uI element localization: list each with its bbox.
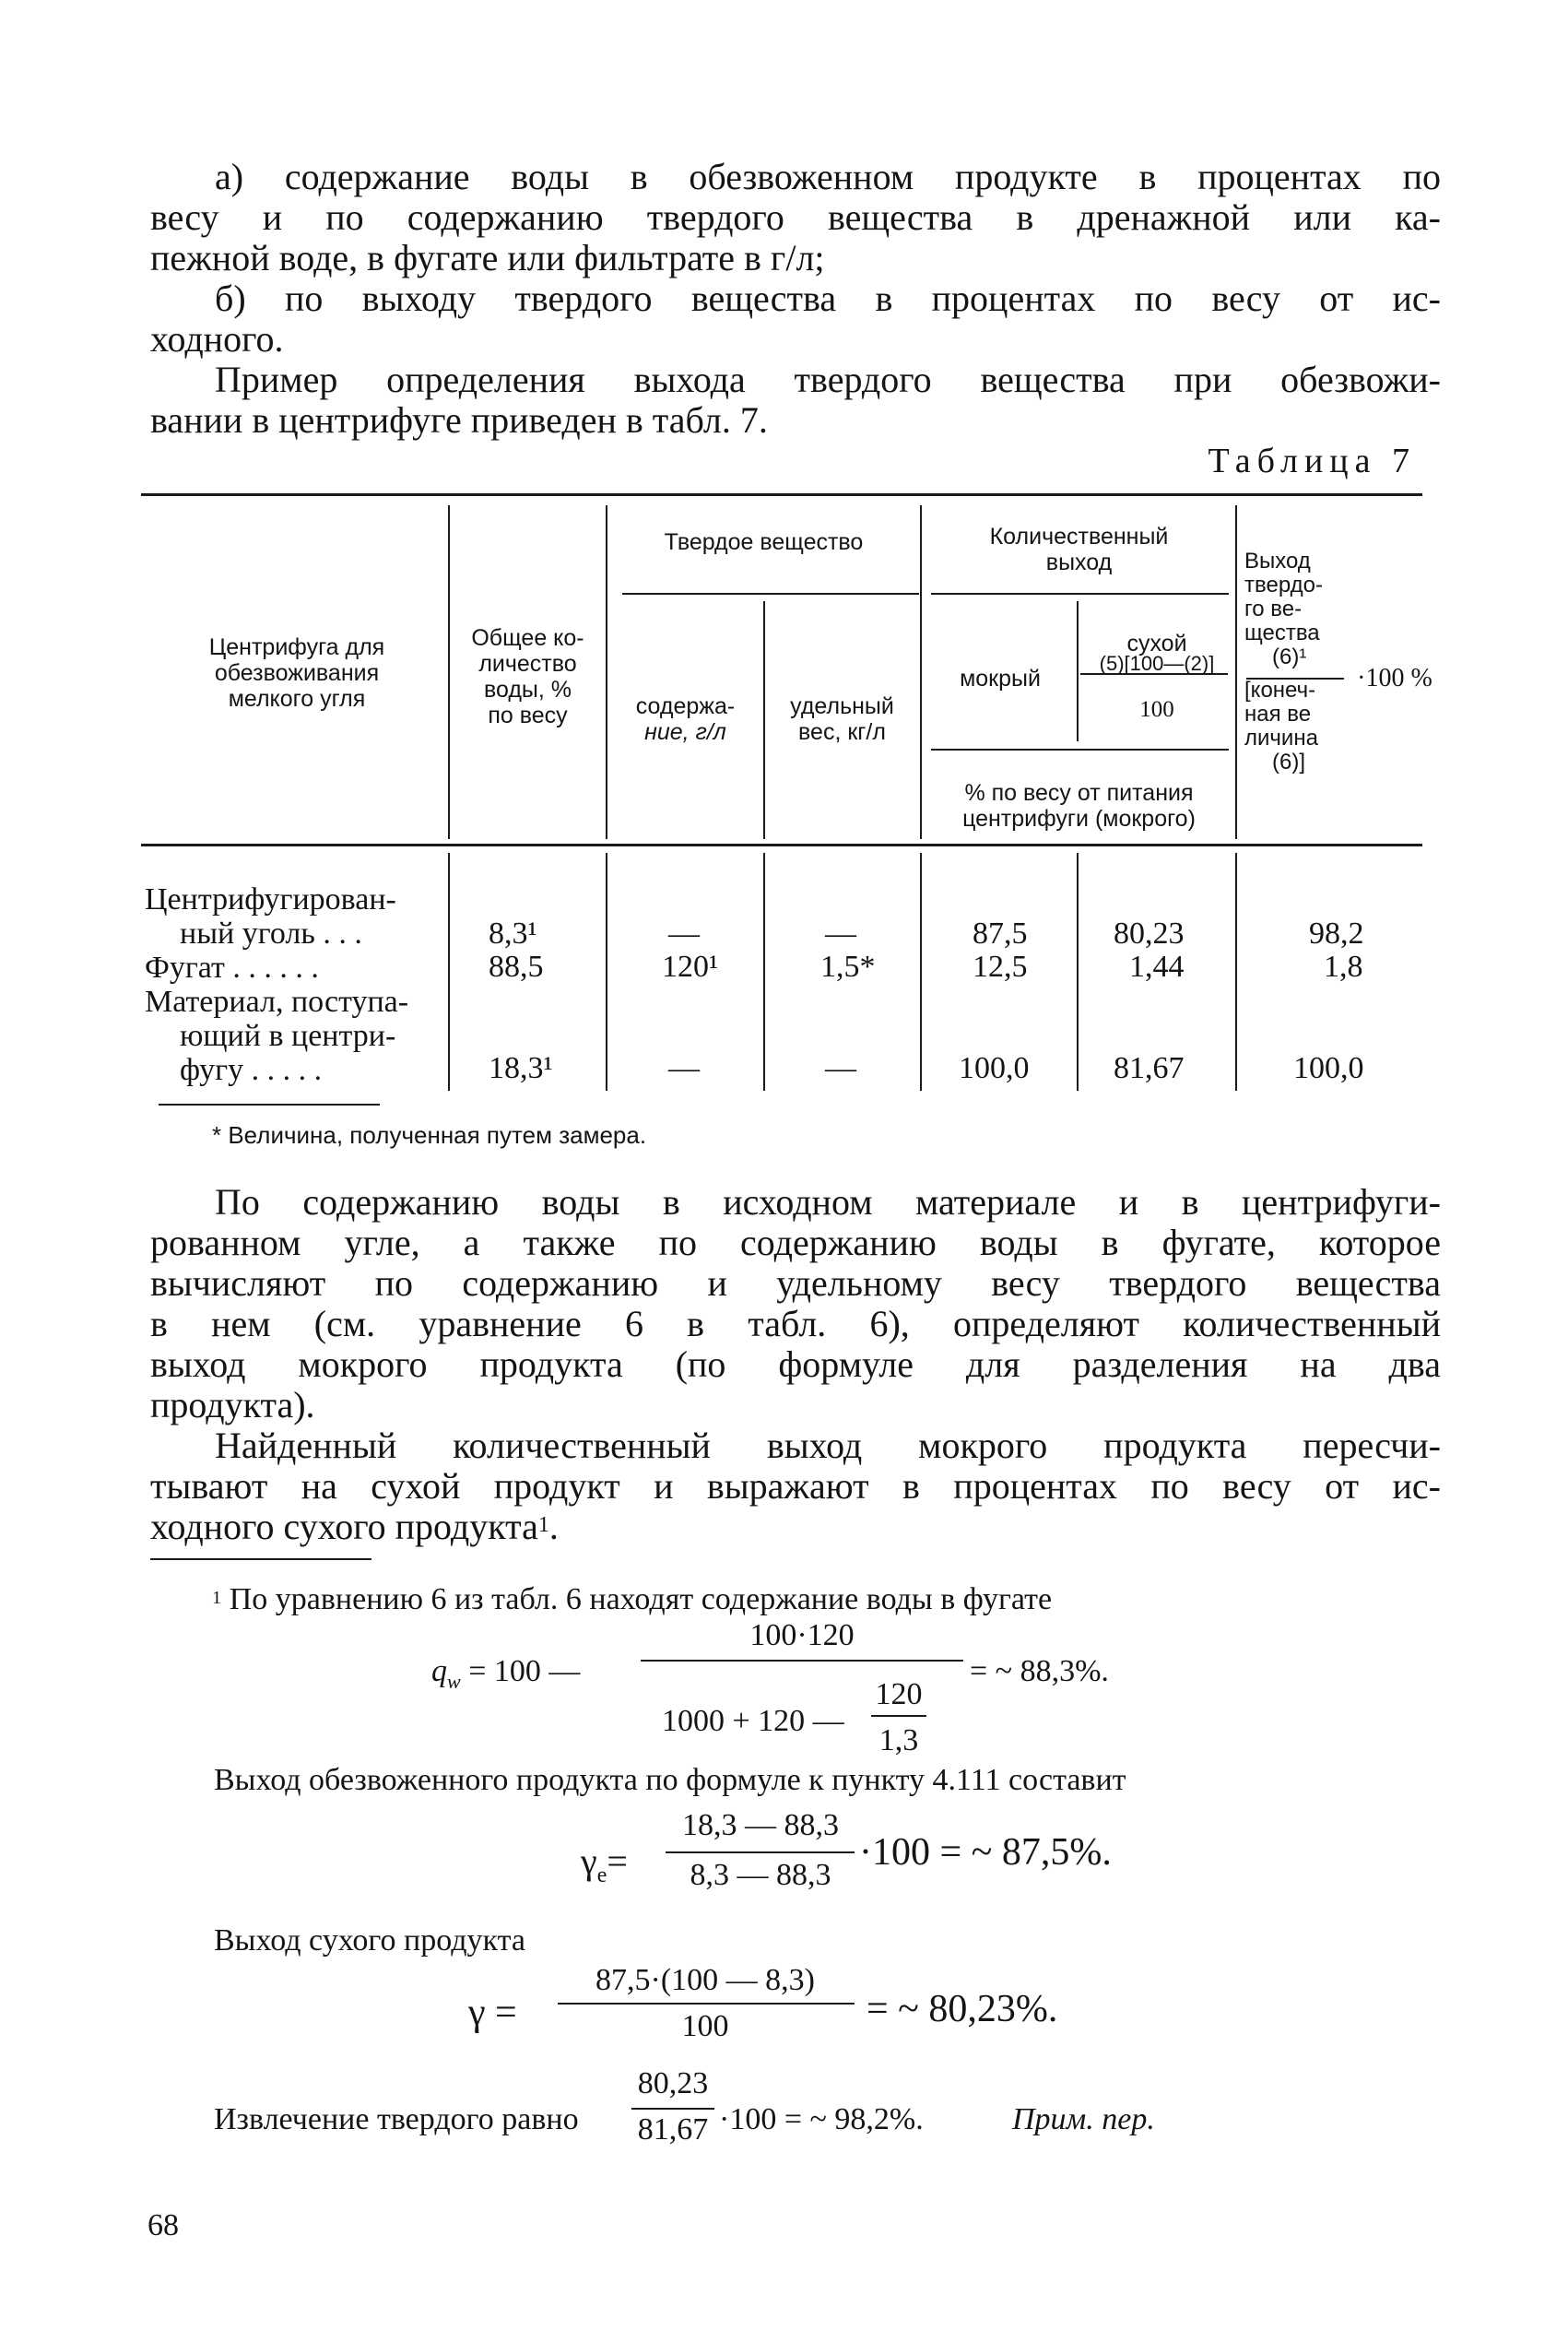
ye-result: ·100 = ~ 87,5%. xyxy=(859,1831,1112,1874)
col-divider xyxy=(763,853,765,1091)
cell-density: — xyxy=(825,917,856,951)
qw-result: = ~ 88,3%. xyxy=(970,1654,1109,1688)
col-divider xyxy=(1235,505,1237,839)
qw-letter: q xyxy=(431,1654,447,1688)
text-line: рованном угле, а также по содержанию воды в фугате, которое xyxy=(150,1222,1441,1263)
paragraph-yield xyxy=(150,1425,1441,1547)
col-divider xyxy=(920,505,922,839)
qw-inner-numerator: 120 xyxy=(875,1677,923,1711)
ye-denominator: 8,3 — 88,3 xyxy=(690,1858,831,1892)
gamma-numerator: 87,5·(100 — 8,3) xyxy=(595,1963,815,1997)
header-line: Количественный xyxy=(989,524,1169,550)
cell-water: 8,3¹ xyxy=(489,917,537,951)
footnote-separator xyxy=(150,1558,371,1560)
header-line: % по весу от питания xyxy=(964,780,1194,806)
header-line: личество xyxy=(478,651,577,677)
header-solid: Твердое вещество xyxy=(664,529,864,555)
cell-water: 18,3¹ xyxy=(489,1051,553,1085)
ye-letter: γ xyxy=(581,1840,597,1882)
ye-label xyxy=(581,1840,628,1893)
text-span: ходного сухого продукта xyxy=(150,1506,538,1547)
paragraph-a xyxy=(150,157,1441,278)
text-line: вычисляют по содержанию и удельному весу твердого вещества xyxy=(150,1262,1441,1304)
header-water xyxy=(452,625,604,728)
paragraph-b xyxy=(150,278,1441,360)
qw-denominator: 1000 + 120 — xyxy=(662,1704,844,1738)
header-dry-denominator: 100 xyxy=(1139,697,1174,722)
paragraph-water-content xyxy=(150,1182,1441,1425)
footnote-span: По уравнению 6 из табл. 6 находят содержание воды в фугате xyxy=(229,1582,1053,1616)
header-percent-note xyxy=(924,780,1234,832)
text-line: б) по выходу твердого вещества в процентах по весу от ис- xyxy=(215,278,1441,319)
row-label-line: фугу . . . . . xyxy=(180,1053,323,1087)
ye-fraction-bar xyxy=(666,1851,855,1853)
header-line: личина xyxy=(1244,726,1318,751)
header-line: Центрифуга для xyxy=(208,634,385,660)
qw-equals: = 100 — xyxy=(468,1654,581,1688)
text-line: По содержанию воды в исходном материале и в центрифуги- xyxy=(215,1181,1441,1223)
header-line: твердо- xyxy=(1244,573,1323,597)
text-line: ходного. xyxy=(150,318,284,360)
header-line: удельный xyxy=(790,693,894,719)
extraction-text: Извлечение твердого равно xyxy=(214,2102,579,2136)
gamma-result: = ~ 80,23%. xyxy=(867,1988,1058,2030)
header-wet: мокрый xyxy=(960,666,1041,692)
header-solid-yield-mult: ·100 % xyxy=(1357,664,1432,692)
table-top-rule xyxy=(141,493,1422,496)
header-line: мелкого угля xyxy=(228,686,366,712)
gamma-label: γ = xyxy=(468,1992,517,2034)
text-line: Пример определения выхода твердого вещества при обезвожи- xyxy=(215,359,1441,400)
gamma-fraction-bar xyxy=(558,2003,855,2005)
solid-subrule xyxy=(622,593,919,595)
footnote-dry-text: Выход сухого продукта xyxy=(214,1923,525,1957)
header-line: (6)¹ xyxy=(1272,645,1307,669)
header-dry: сухой xyxy=(1126,631,1187,656)
row-label-line: Материал, поступа- xyxy=(145,985,409,1019)
cell-density: — xyxy=(825,1051,856,1085)
qw-inner-bar xyxy=(871,1715,926,1717)
col-divider xyxy=(920,853,922,1091)
text-line: выход мокрого продукта (по формуле для разделения на два xyxy=(150,1343,1441,1385)
extraction-bar xyxy=(631,2108,714,2110)
footnote-1-text xyxy=(212,1582,1052,1617)
page-number: 68 xyxy=(147,2208,179,2242)
qw-subscript: w xyxy=(447,1669,461,1693)
row-label-feed xyxy=(145,985,408,1087)
row-label-line: ющий в центри- xyxy=(180,1019,396,1053)
extraction-note xyxy=(1012,2102,1155,2137)
cell-density: 1,5* xyxy=(820,950,876,984)
cell-water: 88,5 xyxy=(489,950,544,984)
text-line: Найденный количественный выход мокрого продукта пересчи- xyxy=(215,1425,1441,1466)
cell-dry: 1,44 xyxy=(1129,950,1185,984)
row-label-line: Центрифугирован- xyxy=(145,882,396,917)
header-line: [конеч- xyxy=(1244,678,1316,703)
col-divider xyxy=(606,505,607,839)
header-line: го ве- xyxy=(1244,597,1303,621)
cell-dry: 80,23 xyxy=(1114,917,1185,951)
header-line: выход xyxy=(1045,550,1113,575)
header-line: Общее ко- xyxy=(471,625,584,651)
header-line: обезвоживания xyxy=(214,660,380,686)
gamma-denominator: 100 xyxy=(681,2009,729,2043)
cell-wet: 87,5 xyxy=(973,917,1028,951)
qw-label xyxy=(431,1654,580,1699)
cell-dry: 81,67 xyxy=(1114,1051,1185,1085)
table-footnote: * Величина, полученная путем замера. xyxy=(212,1121,647,1149)
cell-solid: 1,8 xyxy=(1324,950,1363,984)
footnote-marker: 1 xyxy=(212,1588,222,1608)
text-line: в нем (см. уравнение 6 в табл. 6), определяют количественный xyxy=(150,1303,1441,1344)
header-line: вес, кг/л xyxy=(798,719,886,745)
header-line: по весу xyxy=(488,703,568,728)
row-label-line: Фугат . . . . . . xyxy=(145,951,319,985)
cell-content: 120¹ xyxy=(662,950,719,984)
header-dry-formula: (5)[100—(2)] xyxy=(1099,652,1215,675)
header-solid-yield xyxy=(1244,550,1346,775)
text-line: а) содержание воды в обезвоженном продукте в процентах по xyxy=(215,156,1441,197)
header-line: ная ве xyxy=(1244,702,1312,727)
qw-inner-denominator: 1,3 xyxy=(878,1723,919,1757)
cell-content: — xyxy=(668,917,700,951)
footnote-yield-text: Выход обезвоженного продукта по формуле к пункту 4.111 составит xyxy=(214,1763,1126,1797)
cell-wet: 12,5 xyxy=(973,950,1028,984)
header-yield xyxy=(924,524,1234,575)
header-line: воды, % xyxy=(483,677,572,703)
col-divider xyxy=(448,505,450,839)
qw-fraction-bar xyxy=(641,1660,963,1662)
footnote-ref: 1 xyxy=(537,1513,549,1537)
text-line: тывают на сухой продукт и выражают в процентах по весу от ис- xyxy=(150,1465,1441,1507)
col-divider xyxy=(1235,853,1237,1091)
cell-content: — xyxy=(668,1051,700,1085)
header-line: (6)] xyxy=(1272,750,1305,775)
text-punct: . xyxy=(548,1506,559,1547)
extraction-result: ·100 = ~ 98,2%. xyxy=(719,2102,924,2136)
percent-subrule xyxy=(931,749,1229,751)
text-line: весу и по содержанию твердого вещества в дренажной или ка- xyxy=(150,196,1441,238)
text-line: продукта). xyxy=(150,1384,315,1425)
qw-numerator: 100·120 xyxy=(749,1618,855,1652)
header-line: Выход xyxy=(1244,549,1311,574)
yield-subrule xyxy=(931,593,1229,595)
row-label-line: ный уголь . . . xyxy=(180,917,362,951)
header-content xyxy=(608,693,762,745)
paragraph-example xyxy=(150,360,1441,441)
ye-equals: = xyxy=(607,1840,628,1882)
header-centrifuge xyxy=(159,634,435,712)
col-divider xyxy=(606,853,607,1091)
header-line: щества xyxy=(1244,621,1320,645)
text-line xyxy=(150,1507,1441,1547)
row-label-fugate xyxy=(145,951,319,985)
cell-solid: 100,0 xyxy=(1293,1051,1364,1085)
text-line: вании в центрифуге приведен в табл. 7. xyxy=(150,399,768,441)
table-caption: Таблица 7 xyxy=(1208,442,1416,480)
ye-subscript: e xyxy=(596,1863,607,1887)
ye-numerator: 18,3 — 88,3 xyxy=(682,1808,839,1842)
header-line: центрифуги (мокрого) xyxy=(962,806,1196,832)
extraction-denominator: 81,67 xyxy=(637,2112,709,2147)
col-divider xyxy=(1077,853,1079,1091)
cell-wet: 100,0 xyxy=(959,1051,1030,1085)
extraction-note-text: Прим. пер. xyxy=(1012,2102,1155,2136)
header-density xyxy=(765,693,919,745)
text-line: пежной воде, в фугате или фильтрате в г/л; xyxy=(150,237,825,278)
header-bottom-rule xyxy=(141,844,1422,846)
header-line: ние, г/л xyxy=(644,719,726,745)
table-end-rule xyxy=(159,1104,380,1106)
row-label-centrifuged xyxy=(145,882,396,951)
col-divider xyxy=(448,853,450,1091)
cell-solid: 98,2 xyxy=(1309,917,1364,951)
header-line: содержа- xyxy=(635,693,736,719)
extraction-numerator: 80,23 xyxy=(637,2066,709,2100)
